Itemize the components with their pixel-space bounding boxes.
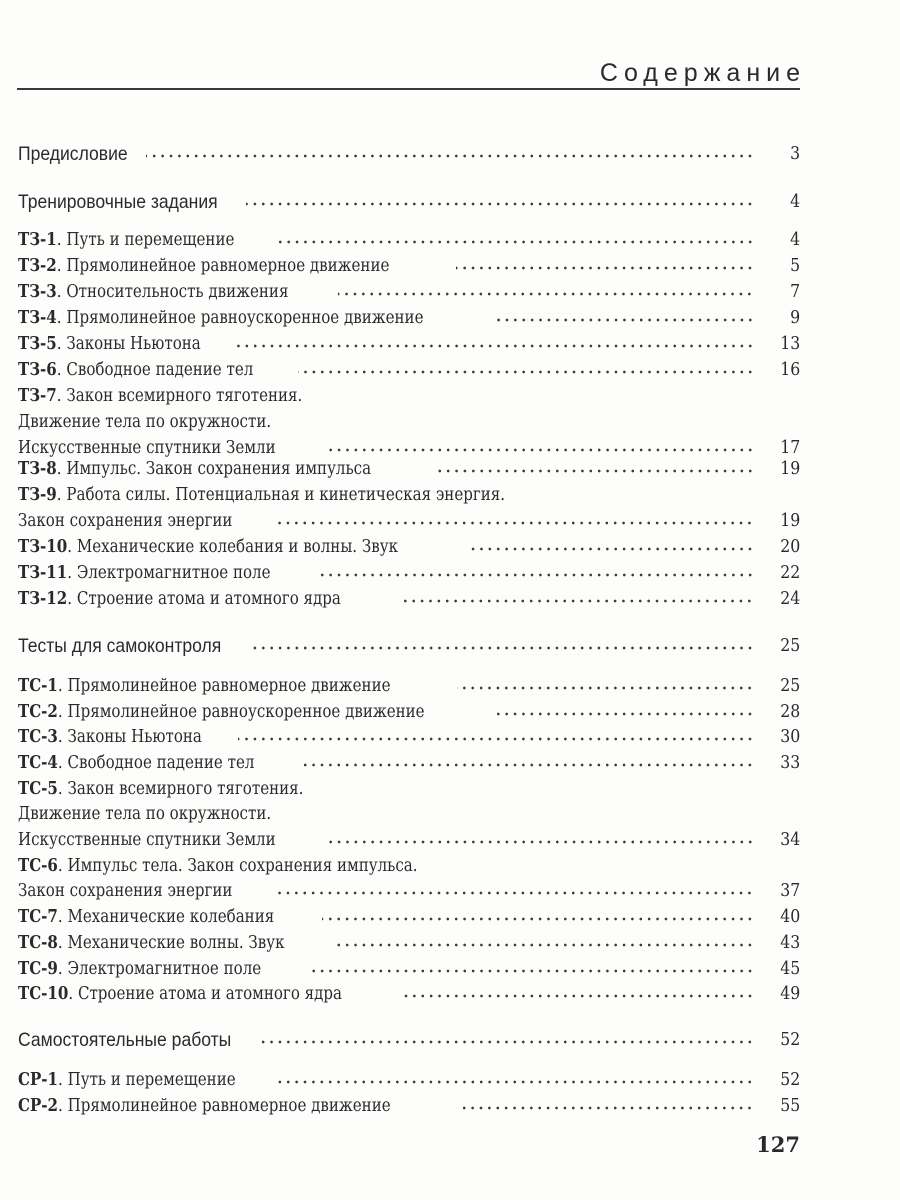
toc-entry-title — [18, 635, 221, 657]
toc-entry-text: . Импульс. Закон сохранения импульса — [56, 459, 372, 479]
toc-entry-code: ТС-3 — [18, 727, 58, 747]
toc-entry-text: Движение тела по окружности. — [18, 412, 272, 432]
toc-entry — [18, 255, 800, 277]
toc-entry — [18, 829, 800, 851]
toc-entry-text: . Прямолинейное равномерное движение — [58, 1096, 391, 1116]
toc-entry-title — [18, 437, 276, 459]
toc-entry-code: ТЗ-1 — [18, 230, 57, 250]
toc-entry-text: . Электромагнитное поле — [57, 959, 262, 979]
toc-entry-text: Самостоятельные работы — [18, 1029, 232, 1051]
toc-entry-title — [18, 829, 276, 851]
dot-leader — [250, 643, 754, 653]
toc-page-number: 49 — [779, 984, 800, 1004]
toc-page-number: 4 — [789, 230, 800, 250]
toc-page-number: 22 — [779, 563, 800, 583]
toc-entry-text: Предисловие — [18, 143, 128, 165]
toc-entry-text: . Строение атома и атомного ядра — [67, 589, 341, 609]
toc-page-number: 9 — [789, 308, 800, 328]
toc-page-number: 16 — [779, 360, 800, 380]
toc-entry-text: Тесты для самоконтроля — [18, 635, 222, 657]
toc-page-number: 28 — [779, 702, 800, 722]
toc-entry-title — [18, 1029, 231, 1051]
toc-page-number: 45 — [779, 959, 800, 979]
toc-entry-text: . Закон всемирного тяготения. — [56, 386, 303, 406]
dot-leader — [246, 199, 754, 209]
dot-leader — [261, 1037, 754, 1047]
toc-entry-title — [18, 983, 342, 1005]
toc-entry-text: . Прямолинейное равномерное движение — [56, 256, 390, 276]
toc-entry-code: ТЗ-12 — [18, 589, 68, 609]
toc-entry — [18, 1069, 800, 1091]
toc-entry-title — [18, 458, 371, 480]
toc-page-number: 5 — [789, 256, 800, 276]
toc-entry-title — [18, 932, 285, 954]
toc-entry-code: ТС-10 — [18, 984, 69, 1004]
toc-page-number: 25 — [779, 636, 800, 656]
toc-entry-title — [18, 726, 202, 748]
toc-entry-title — [18, 880, 232, 902]
toc-entry-text: . Свободное падение тел — [57, 753, 255, 773]
dot-leader — [322, 914, 754, 924]
toc-entry-title — [18, 385, 302, 407]
toc-page-number: 40 — [779, 907, 800, 927]
toc-page-number: 37 — [779, 881, 800, 901]
toc-entry-code: ТЗ-10 — [18, 537, 68, 557]
title-divider — [17, 88, 800, 90]
dot-leader — [276, 237, 754, 247]
toc-entry-text: . Прямолинейное равноускоренное движение — [57, 702, 425, 722]
toc-section — [18, 143, 800, 165]
toc-section — [18, 191, 800, 213]
toc-entry-text: . Прямолинейное равноускоренное движение — [56, 308, 424, 328]
dot-leader — [401, 991, 754, 1001]
toc-entry-text: . Строение атома и атомного ядра — [68, 984, 343, 1004]
toc-entry-code: СР-1 — [18, 1070, 59, 1090]
toc-entry — [18, 778, 800, 800]
dot-leader — [399, 596, 754, 606]
toc-entry-code: ТС-5 — [18, 779, 58, 799]
toc-page-number: 52 — [779, 1070, 800, 1090]
page-title: Содержание — [599, 59, 806, 87]
toc-entry — [18, 983, 800, 1005]
toc-page-number: 19 — [779, 511, 800, 531]
dot-leader — [146, 151, 754, 161]
toc-entry-code: ТЗ-7 — [18, 386, 57, 406]
toc-entry — [18, 359, 800, 381]
toc-entry-title — [18, 1095, 391, 1117]
toc-entry-text: . Электромагнитное поле — [67, 563, 271, 583]
dot-leader — [237, 341, 754, 351]
toc-entry-title — [18, 588, 341, 610]
toc-entry-code: ТЗ-5 — [18, 334, 57, 354]
toc-entry-text: . Относительность движения — [56, 282, 289, 302]
toc-entry-text: . Закон всемирного тяготения. — [57, 779, 304, 799]
toc-entry-text: . Механические волны. Звук — [57, 933, 285, 953]
toc-entry-title — [18, 333, 201, 355]
toc-page-number: 4 — [789, 192, 800, 212]
toc-entry-code: ТС-7 — [18, 907, 58, 927]
toc-entry — [18, 484, 800, 506]
toc-page-number: 52 — [779, 1030, 800, 1050]
toc-entry-title — [18, 229, 234, 251]
toc-page-number: 20 — [779, 537, 800, 557]
toc-entry-text: Тренировочные задания — [18, 191, 218, 213]
toc-entry-title — [18, 855, 418, 877]
toc-entry — [18, 880, 800, 902]
toc-entry — [18, 385, 800, 407]
dot-leader — [457, 683, 754, 693]
toc-page-number: 7 — [789, 282, 800, 302]
dot-leader — [324, 445, 754, 455]
dot-leader — [273, 518, 754, 528]
toc-entry-title — [18, 778, 303, 800]
toc-page-number: 33 — [779, 753, 800, 773]
dot-leader — [324, 837, 754, 847]
toc-entry-code: ТЗ-2 — [18, 256, 57, 276]
toc-entry-title — [18, 281, 288, 303]
toc-entry — [18, 752, 800, 774]
toc-entry-code: ТЗ-9 — [18, 485, 57, 505]
toc-page-number: 34 — [779, 830, 800, 850]
toc-entry — [18, 562, 800, 584]
toc-entry-code: ТС-9 — [18, 959, 58, 979]
toc-entry-title — [18, 255, 389, 277]
toc-entry-text: Закон сохранения энергии — [18, 511, 233, 531]
toc-entry-code: ТС-6 — [18, 856, 58, 876]
toc-entry-text: Закон сохранения энергии — [18, 881, 233, 901]
dot-leader — [466, 544, 754, 554]
toc-entry-title — [18, 510, 232, 532]
dot-leader — [497, 709, 754, 719]
toc-entry-title — [18, 1069, 236, 1091]
toc-entry — [18, 932, 800, 954]
toc-entry-title — [18, 906, 274, 928]
dot-leader — [273, 888, 754, 898]
dot-leader — [456, 263, 754, 273]
toc-page-number: 25 — [779, 676, 800, 696]
toc-entry-title — [18, 562, 271, 584]
dot-leader — [298, 367, 754, 377]
toc-entry-code: ТС-4 — [18, 753, 58, 773]
toc-entry-title — [18, 958, 261, 980]
toc-entry-title — [18, 701, 425, 723]
page-number: 127 — [756, 1132, 800, 1157]
toc-entry-text: . Импульс тела. Закон сохранения импульса. — [57, 856, 418, 876]
toc-page-number: 17 — [779, 438, 800, 458]
toc-entry-text: . Работа силы. Потенциальная и кинетическая энергия. — [56, 485, 506, 505]
toc-entry — [18, 701, 800, 723]
toc-entry — [18, 536, 800, 558]
toc-entry-title — [18, 803, 271, 825]
toc-page-number: 43 — [779, 933, 800, 953]
dot-leader — [277, 1077, 754, 1087]
dot-leader — [435, 466, 754, 476]
toc-entry — [18, 510, 800, 532]
toc-entry-title — [18, 752, 254, 774]
toc-entry — [18, 675, 800, 697]
dot-leader — [338, 289, 754, 299]
toc-entry-code: ТЗ-3 — [18, 282, 57, 302]
toc-entry-code: ТС-8 — [18, 933, 58, 953]
toc-entry-title — [18, 191, 218, 213]
toc-entry — [18, 307, 800, 329]
toc-entry-title — [18, 675, 391, 697]
toc-entry — [18, 229, 800, 251]
toc-section — [18, 1029, 800, 1051]
dot-leader — [238, 734, 754, 744]
toc-page-number: 24 — [779, 589, 800, 609]
dot-leader — [496, 315, 755, 325]
toc-entry-title — [18, 307, 423, 329]
toc-entry-code: ТЗ-8 — [18, 459, 57, 479]
toc-entry — [18, 726, 800, 748]
toc-page-number: 3 — [789, 144, 800, 164]
dot-leader — [334, 940, 754, 950]
toc-entry-title — [18, 143, 128, 165]
toc-entry-title — [18, 411, 271, 433]
toc-entry — [18, 437, 800, 459]
toc-entry-text: . Путь и перемещение — [56, 230, 235, 250]
toc-entry-title — [18, 484, 505, 506]
dot-leader — [307, 966, 754, 976]
toc-entry-code: ТС-2 — [18, 702, 58, 722]
toc-entry-text: Искусственные спутники Земли — [18, 438, 276, 458]
toc-entry-title — [18, 359, 253, 381]
toc-entry-code: ТС-1 — [18, 676, 58, 696]
toc-entry-code: ТЗ-4 — [18, 308, 57, 328]
toc-entry — [18, 333, 800, 355]
dot-leader — [299, 760, 754, 770]
toc-entry — [18, 458, 800, 480]
toc-entry-text: . Прямолинейное равномерное движение — [57, 676, 391, 696]
toc-entry — [18, 1095, 800, 1117]
toc-entry-code: ТЗ-11 — [18, 563, 68, 583]
toc-entry — [18, 855, 800, 877]
toc-page-number: 30 — [779, 727, 800, 747]
toc-entry — [18, 588, 800, 610]
toc-entry-text: . Законы Ньютона — [56, 334, 201, 354]
toc-entry-title — [18, 536, 398, 558]
toc-section — [18, 635, 800, 657]
dot-leader — [318, 570, 754, 580]
toc-page-number: 13 — [779, 334, 800, 354]
toc-entry — [18, 411, 800, 433]
toc-entry-code: СР-2 — [18, 1096, 59, 1116]
dot-leader — [457, 1103, 754, 1113]
toc-entry — [18, 906, 800, 928]
toc-entry-text: . Механические колебания — [57, 907, 275, 927]
toc-page-number: 55 — [779, 1096, 800, 1116]
toc-entry-text: . Механические колебания и волны. Звук — [67, 537, 398, 557]
toc-page-number: 19 — [779, 459, 800, 479]
toc-entry — [18, 803, 800, 825]
toc-entry — [18, 281, 800, 303]
toc-entry-text: . Законы Ньютона — [57, 727, 202, 747]
toc-entry-text: Искусственные спутники Земли — [18, 830, 276, 850]
toc-entry-text: Движение тела по окружности. — [18, 804, 272, 824]
toc-entry-text: . Путь и перемещение — [58, 1070, 236, 1090]
toc-entry — [18, 958, 800, 980]
toc-entry-code: ТЗ-6 — [18, 360, 57, 380]
toc-entry-text: . Свободное падение тел — [56, 360, 254, 380]
